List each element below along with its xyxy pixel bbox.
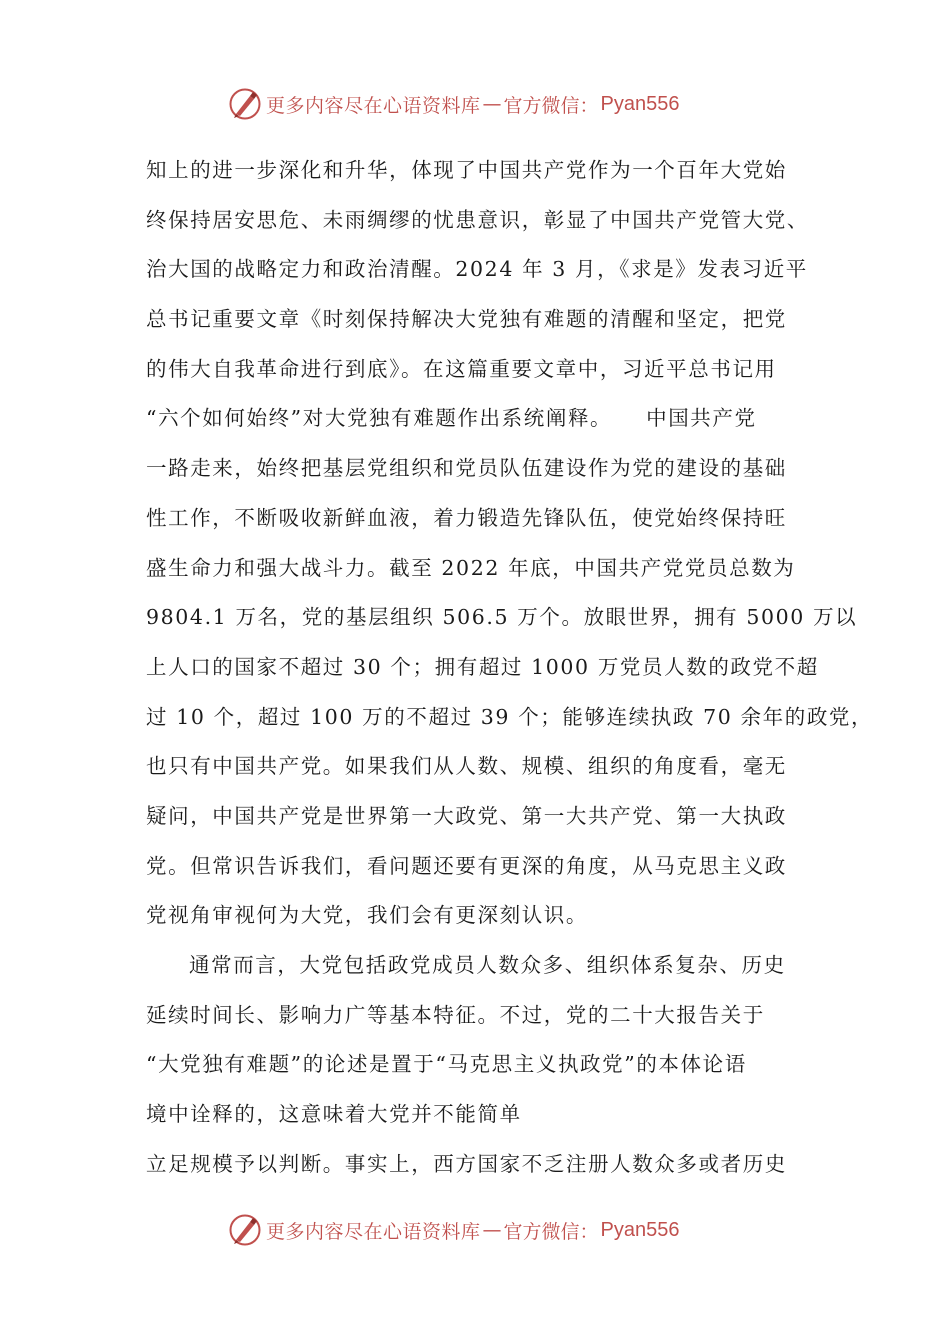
body-line: 党视角审视何为大党，我们会有更深刻认识。 (146, 903, 588, 928)
body-line: 党。但常识告诉我们，看问题还要有更深的角度，从马克思主义政 (146, 853, 787, 878)
body-line: 总书记重要文章《时刻保持解决大党独有难题的清醒和坚定，把党 (146, 307, 787, 332)
body-line: “六个如何始终”对大党独有难题作出系统阐释。 中国共产党 (146, 406, 757, 431)
body-line: 延续时间长、影响力广等基本特征。不过，党的二十大报告关于 (146, 1002, 765, 1027)
body-line: 也只有中国共产党。如果我们从人数、规模、组织的角度看，毫无 (146, 754, 787, 779)
body-line: 上人口的国家不超过 30 个；拥有超过 1000 万党员人数的政党不超 (146, 654, 819, 679)
banner-wechat-label: 官方微信： (503, 1220, 599, 1243)
body-line: 境中诠释的，这意味着大党并不能简单 (146, 1102, 522, 1127)
paragraph-start-line: 通常而言，大党包括政党成员人数众多、组织体系复杂、历史 (189, 953, 786, 977)
body-line: 治大国的战略定力和政治清醒。2024 年 3 月，《求是》发表习近平 (146, 257, 808, 282)
banner-separator: — (482, 93, 502, 115)
body-line: 过 10 个，超过 100 万的不超过 39 个；能够连续执政 70 余年的政党， (146, 704, 874, 729)
body-line: 9804.1 万名，党的基层组织 506.5 万个。放眼世界，拥有 5000 万以 (146, 605, 858, 630)
body-line: 知上的进一步深化和升华，体现了中国共产党作为一个百年大党始 (146, 158, 787, 182)
body-line: 性工作，不断吸收新鲜血液，着力锻造先锋队伍，使党始终保持旺 (146, 505, 787, 530)
body-line: 疑问，中国共产党是世界第一大政党、第一大共产党、第一大执政 (146, 803, 787, 828)
header-banner (228, 84, 680, 124)
banner-site-text: 更多内容尽在心语资料库 (266, 1220, 481, 1243)
body-line: 立足规模予以判断。事实上，西方国家不乏注册人数众多或者历史 (146, 1151, 787, 1176)
body-line: 盛生命力和强大战斗力。截至 2022 年底，中国共产党党员总数为 (146, 555, 796, 580)
banner-wechat-id: Pyan556 (600, 92, 680, 115)
banner-separator: — (482, 1219, 502, 1241)
banner-wechat-id: Pyan556 (600, 1218, 680, 1241)
pen-logo-icon (228, 1213, 262, 1247)
document-body (146, 146, 874, 1189)
pen-logo-icon (228, 87, 262, 121)
body-line: 的伟大自我革命进行到底》。在这篇重要文章中，习近平总书记用 (146, 356, 777, 381)
footer-banner (228, 1210, 680, 1250)
banner-wechat-label: 官方微信： (503, 94, 599, 117)
body-line: 终保持居安思危、未雨绸缪的忧患意识，彰显了中国共产党管大党、 (146, 207, 809, 232)
body-line: “大党独有难题”的论述是置于“马克思主义执政党”的本体论语 (146, 1052, 747, 1077)
banner-site-text: 更多内容尽在心语资料库 (266, 94, 481, 117)
body-line: 一路走来，始终把基层党组织和党员队伍建设作为党的建设的基础 (146, 456, 787, 481)
